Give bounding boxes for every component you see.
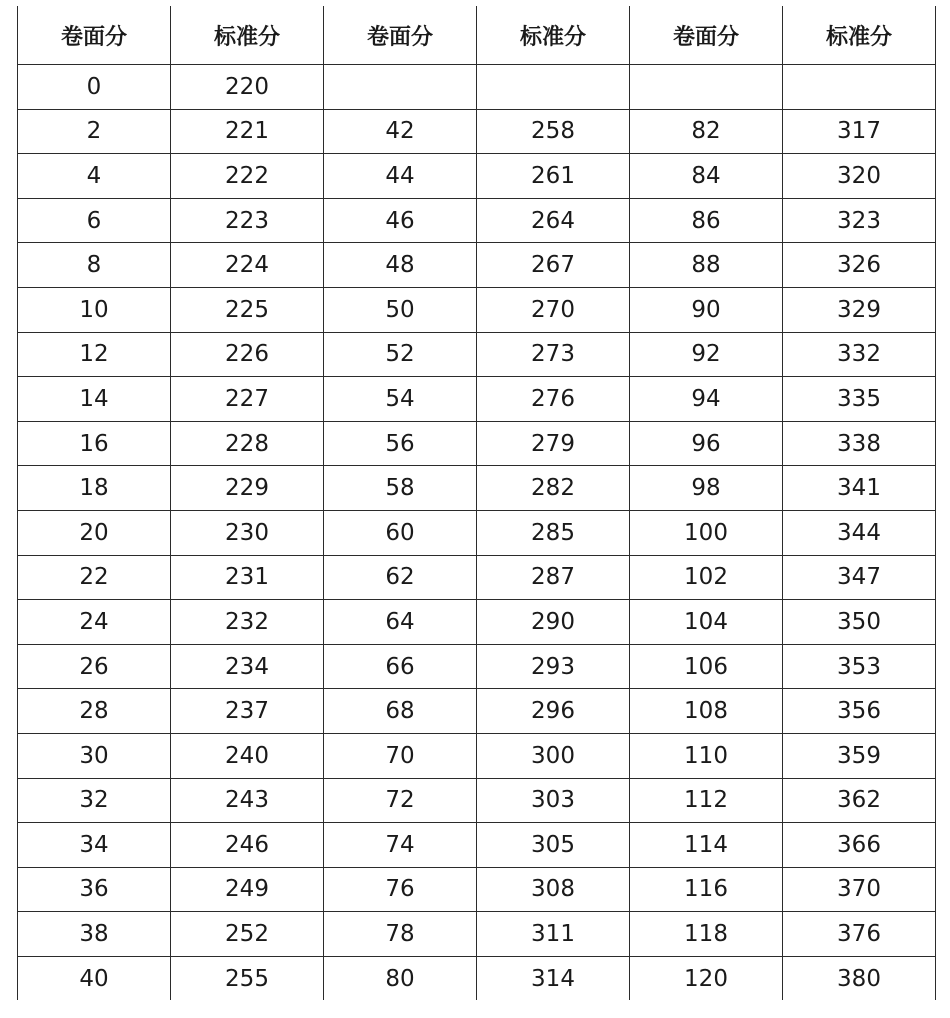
standard-score-cell: 311 [477,912,630,957]
raw-score-cell: 12 [18,332,171,377]
raw-score-cell: 10 [18,287,171,332]
raw-score-cell [630,65,783,110]
raw-score-cell: 94 [630,377,783,422]
standard-score-cell: 223 [171,198,324,243]
table-row [18,421,936,466]
standard-score-cell: 323 [783,198,936,243]
standard-score-cell: 229 [171,466,324,511]
raw-score-cell: 6 [18,198,171,243]
standard-score-cell: 326 [783,243,936,288]
table-row [18,689,936,734]
standard-score-cell: 279 [477,421,630,466]
standard-score-cell: 237 [171,689,324,734]
standard-score-cell: 232 [171,600,324,645]
standard-score-cell: 300 [477,733,630,778]
standard-score-cell: 270 [477,287,630,332]
table-body [18,65,936,1001]
score-conversion-table [17,6,936,1000]
table-row [18,733,936,778]
table-row [18,510,936,555]
raw-score-cell: 86 [630,198,783,243]
header-standard-score: 标准分 [477,6,630,65]
raw-score-cell: 8 [18,243,171,288]
standard-score-cell: 243 [171,778,324,823]
raw-score-cell: 54 [324,377,477,422]
raw-score-cell: 64 [324,600,477,645]
raw-score-cell: 24 [18,600,171,645]
standard-score-cell: 293 [477,644,630,689]
standard-score-cell: 285 [477,510,630,555]
standard-score-cell: 320 [783,154,936,199]
raw-score-cell: 114 [630,823,783,868]
standard-score-cell: 366 [783,823,936,868]
header-raw-score: 卷面分 [630,6,783,65]
standard-score-cell: 329 [783,287,936,332]
raw-score-cell: 84 [630,154,783,199]
raw-score-cell: 96 [630,421,783,466]
raw-score-cell: 26 [18,644,171,689]
raw-score-cell: 100 [630,510,783,555]
table-header [18,6,936,65]
standard-score-cell: 231 [171,555,324,600]
standard-score-cell: 296 [477,689,630,734]
standard-score-cell: 227 [171,377,324,422]
raw-score-cell: 44 [324,154,477,199]
standard-score-cell [783,65,936,110]
standard-score-cell: 225 [171,287,324,332]
raw-score-cell: 72 [324,778,477,823]
raw-score-cell: 76 [324,867,477,912]
raw-score-cell: 14 [18,377,171,422]
standard-score-cell: 234 [171,644,324,689]
table-row [18,198,936,243]
raw-score-cell [324,65,477,110]
table-row [18,65,936,110]
standard-score-cell: 221 [171,109,324,154]
standard-score-cell: 228 [171,421,324,466]
table-row [18,555,936,600]
raw-score-cell: 40 [18,956,171,1000]
raw-score-cell: 74 [324,823,477,868]
raw-score-cell: 78 [324,912,477,957]
raw-score-cell: 60 [324,510,477,555]
standard-score-cell: 353 [783,644,936,689]
standard-score-cell: 220 [171,65,324,110]
table-row [18,332,936,377]
header-standard-score: 标准分 [171,6,324,65]
header-raw-score: 卷面分 [18,6,171,65]
raw-score-cell: 120 [630,956,783,1000]
raw-score-cell: 18 [18,466,171,511]
standard-score-cell: 356 [783,689,936,734]
raw-score-cell: 32 [18,778,171,823]
standard-score-cell: 332 [783,332,936,377]
standard-score-cell: 261 [477,154,630,199]
table-row [18,243,936,288]
standard-score-cell: 258 [477,109,630,154]
standard-score-cell: 282 [477,466,630,511]
raw-score-cell: 20 [18,510,171,555]
raw-score-cell: 98 [630,466,783,511]
standard-score-cell: 255 [171,956,324,1000]
raw-score-cell: 56 [324,421,477,466]
standard-score-cell: 267 [477,243,630,288]
table-row [18,109,936,154]
raw-score-cell: 36 [18,867,171,912]
raw-score-cell: 30 [18,733,171,778]
raw-score-cell: 106 [630,644,783,689]
raw-score-cell: 116 [630,867,783,912]
raw-score-cell: 58 [324,466,477,511]
standard-score-cell: 380 [783,956,936,1000]
table-row [18,600,936,645]
raw-score-cell: 16 [18,421,171,466]
raw-score-cell: 90 [630,287,783,332]
standard-score-cell: 308 [477,867,630,912]
table-row [18,377,936,422]
raw-score-cell: 50 [324,287,477,332]
raw-score-cell: 118 [630,912,783,957]
raw-score-cell: 80 [324,956,477,1000]
raw-score-cell: 92 [630,332,783,377]
standard-score-cell: 287 [477,555,630,600]
table-row [18,466,936,511]
standard-score-cell: 276 [477,377,630,422]
raw-score-cell: 108 [630,689,783,734]
standard-score-cell: 317 [783,109,936,154]
standard-score-cell: 240 [171,733,324,778]
standard-score-cell: 290 [477,600,630,645]
standard-score-cell: 303 [477,778,630,823]
raw-score-cell: 68 [324,689,477,734]
table-row [18,823,936,868]
standard-score-cell: 252 [171,912,324,957]
standard-score-cell: 344 [783,510,936,555]
standard-score-cell: 305 [477,823,630,868]
table-row [18,956,936,1000]
raw-score-cell: 46 [324,198,477,243]
raw-score-cell: 52 [324,332,477,377]
standard-score-cell: 224 [171,243,324,288]
raw-score-cell: 0 [18,65,171,110]
standard-score-cell: 350 [783,600,936,645]
standard-score-cell: 335 [783,377,936,422]
standard-score-cell: 362 [783,778,936,823]
standard-score-cell: 359 [783,733,936,778]
raw-score-cell: 110 [630,733,783,778]
header-standard-score: 标准分 [783,6,936,65]
raw-score-cell: 22 [18,555,171,600]
header-row [18,6,936,65]
standard-score-cell: 341 [783,466,936,511]
header-raw-score: 卷面分 [324,6,477,65]
raw-score-cell: 88 [630,243,783,288]
raw-score-cell: 34 [18,823,171,868]
standard-score-cell: 347 [783,555,936,600]
table-row [18,287,936,332]
standard-score-cell: 222 [171,154,324,199]
table-row [18,912,936,957]
table-row [18,644,936,689]
raw-score-cell: 70 [324,733,477,778]
raw-score-cell: 102 [630,555,783,600]
raw-score-cell: 28 [18,689,171,734]
raw-score-cell: 66 [324,644,477,689]
standard-score-cell: 226 [171,332,324,377]
raw-score-cell: 104 [630,600,783,645]
standard-score-cell: 314 [477,956,630,1000]
table-row [18,867,936,912]
standard-score-cell: 338 [783,421,936,466]
standard-score-cell: 230 [171,510,324,555]
raw-score-cell: 4 [18,154,171,199]
raw-score-cell: 82 [630,109,783,154]
table-row [18,154,936,199]
standard-score-cell: 264 [477,198,630,243]
standard-score-cell: 376 [783,912,936,957]
standard-score-cell [477,65,630,110]
standard-score-cell: 273 [477,332,630,377]
standard-score-cell: 246 [171,823,324,868]
table-row [18,778,936,823]
raw-score-cell: 42 [324,109,477,154]
raw-score-cell: 112 [630,778,783,823]
standard-score-cell: 249 [171,867,324,912]
standard-score-cell: 370 [783,867,936,912]
raw-score-cell: 62 [324,555,477,600]
raw-score-cell: 2 [18,109,171,154]
raw-score-cell: 38 [18,912,171,957]
raw-score-cell: 48 [324,243,477,288]
